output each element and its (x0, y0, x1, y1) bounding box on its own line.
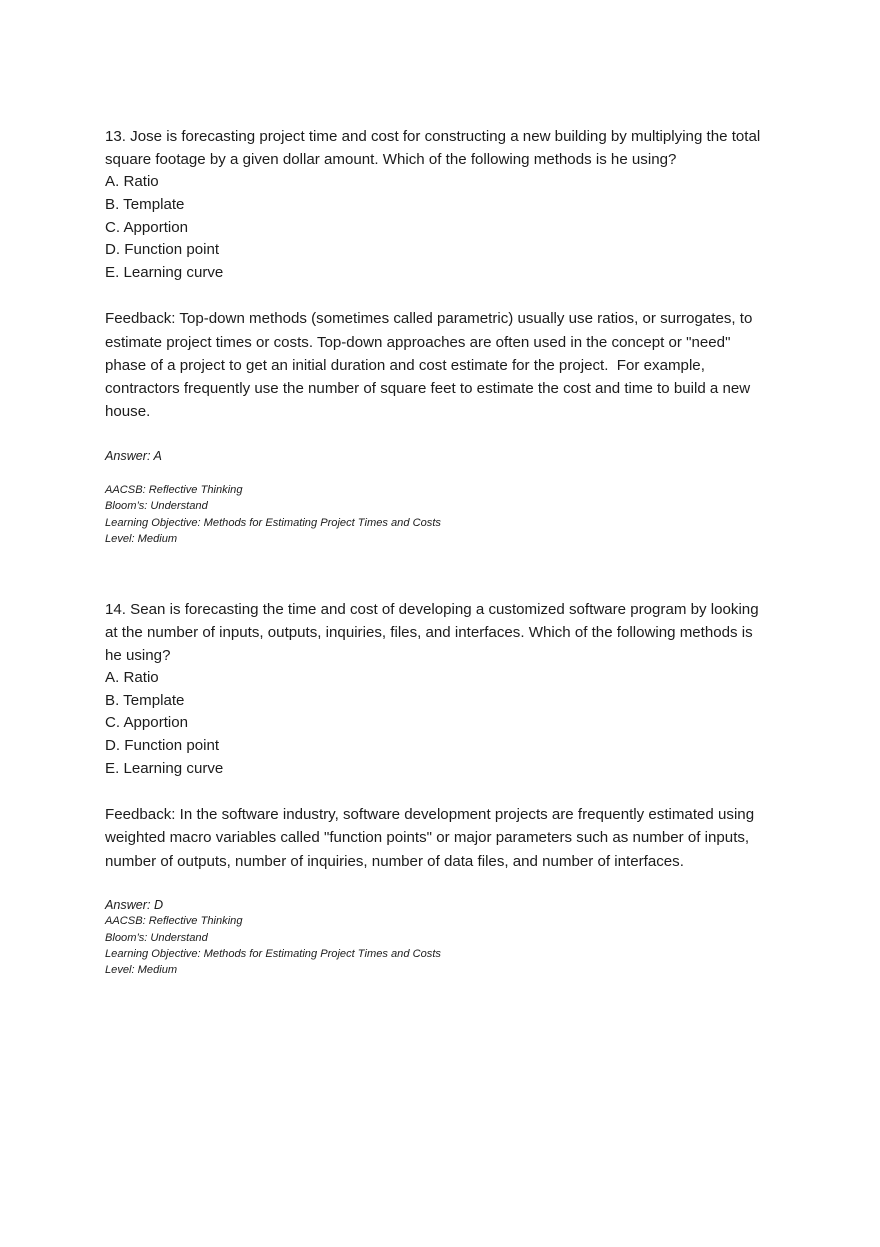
question-metadata (105, 913, 765, 979)
answer-option-c: C. Apportion (105, 218, 189, 236)
answer-option-a: A. Ratio (105, 669, 159, 687)
meta-blooms: Bloom’s: Understand (105, 931, 208, 944)
meta-level: Level: Medium (105, 964, 178, 977)
answer-option-a: A. Ratio (105, 173, 159, 191)
meta-aacsb: AACSB: Reflective Thinking (105, 915, 243, 928)
question-stem: 14. Sean is forecasting the time and cost of developing a customized software program by looking at the number of inputs, outputs, inquiries, files, and interfaces. Which of the following methods is he using? (105, 600, 759, 664)
meta-level: Level: Medium (105, 533, 178, 546)
question-block-14 (105, 598, 765, 979)
answer-option-e: E. Learning curve (105, 263, 224, 281)
answer-option-d: D. Function point (105, 241, 220, 259)
question-metadata (105, 482, 765, 548)
answer-options-list (105, 171, 765, 284)
question-stem: 13. Jose is forecasting project time and cost for constructing a new building by multiplying the total square footage by a given dollar amount. Which of the following methods is he using? (105, 128, 761, 169)
answer-key: Answer: D (105, 897, 164, 912)
question-block-13 (105, 125, 765, 548)
answer-option-c: C. Apportion (105, 714, 189, 732)
answer-options-list (105, 667, 765, 780)
answer-option-b: B. Template (105, 691, 185, 709)
answer-option-e: E. Learning curve (105, 759, 224, 777)
meta-learning-objective: Learning Objective: Methods for Estimating Project Times and Costs (105, 948, 441, 961)
meta-blooms: Bloom’s: Understand (105, 500, 208, 513)
answer-option-b: B. Template (105, 196, 185, 213)
feedback-text: Feedback: In the software industry, software development projects are frequently estimated using weighted macro variables called "function points" or major parameters such as number of inputs, number of outputs, number of inquiries, number of data files, and number of interfaces. (105, 806, 759, 870)
answer-option-d: D. Function point (105, 736, 220, 754)
meta-aacsb: AACSB: Reflective Thinking (105, 483, 243, 496)
meta-learning-objective: Learning Objective: Methods for Estimating Project Times and Costs (105, 516, 441, 529)
answer-key: Answer: A (105, 449, 162, 464)
feedback-text: Feedback: Top-down methods (sometimes called parametric) usually use ratios, or surrogates, to estimate project times or costs. Top-down approaches are often used in the concept or "need" phase of a project to get an initial duration and cost estimate for the project. For example, contractors frequently use the number of square feet to estimate the cost and time to build a new house. (105, 310, 757, 421)
